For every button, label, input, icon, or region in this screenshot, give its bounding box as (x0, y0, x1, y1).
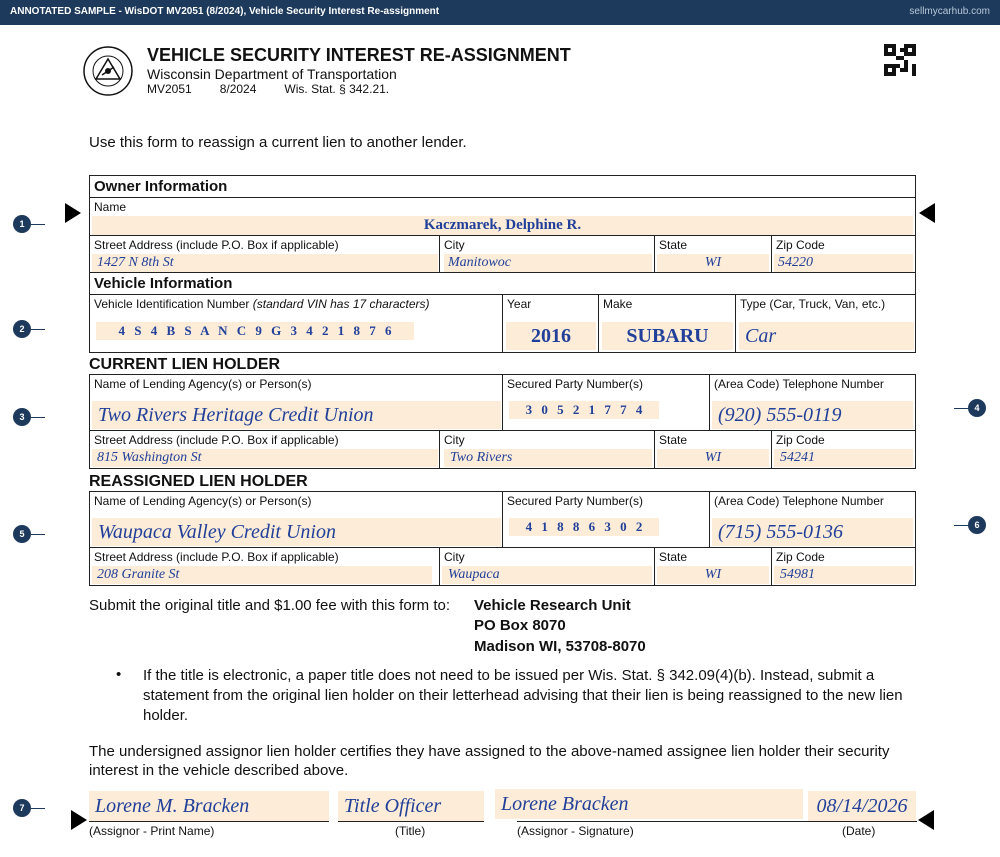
current-city-field[interactable]: Two Rivers (444, 449, 652, 467)
owner-name-label: Name (94, 200, 127, 214)
year-field[interactable]: 2016 (506, 322, 596, 350)
form-agency: Wisconsin Department of Transportation (147, 66, 397, 82)
bullet-dot-icon: • (116, 666, 122, 683)
assignor-signature-label: (Assignor - Signature) (517, 824, 634, 838)
electronic-title-note: If the title is electronic, a paper title does not need to be issued per Wis. Stat. § 342.09(4)(b). Instead, submit a statement from the original lien holder on their letterhead advising that their lien is being reassigned to the new lien holder. (143, 667, 903, 724)
owner-section-title: Owner Information (94, 178, 228, 195)
type-label: Type (Car, Truck, Van, etc.) (740, 297, 886, 311)
current-state-field[interactable]: WI (657, 449, 769, 467)
new-phone-label: (Area Code) Telephone Number (714, 494, 884, 508)
banner-site: sellmycarhub.com (909, 6, 990, 17)
owner-state-field[interactable]: WI (657, 254, 769, 272)
banner-title: ANNOTATED SAMPLE - WisDOT MV2051 (8/2024), Vehicle Security Interest Re-assignment (10, 6, 440, 17)
submit-address-line3: Madison WI, 53708-8070 (474, 638, 646, 655)
type-field[interactable]: Car (739, 322, 914, 350)
owner-vehicle-box (89, 175, 916, 353)
current-spn-label: Secured Party Number(s) (507, 377, 644, 391)
annotation-marker-7: 7 (13, 799, 31, 817)
form-title: VEHICLE SECURITY INTEREST RE-ASSIGNMENT (147, 45, 571, 65)
current-state-label: State (659, 433, 688, 447)
owner-state-label: State (659, 238, 688, 252)
assignor-print-name-field[interactable]: Lorene M. Bracken (89, 791, 329, 821)
current-name-field[interactable]: Two Rivers Heritage Credit Union (92, 401, 501, 429)
owner-name-field[interactable]: Kaczmarek, Delphine R. (92, 216, 913, 235)
new-name-field[interactable]: Waupaca Valley Credit Union (92, 518, 501, 546)
new-street-field[interactable]: 208 Granite St (92, 566, 432, 584)
new-street-label: Street Address (include P.O. Box if applicable) (94, 550, 339, 564)
new-zip-field[interactable]: 54981 (774, 566, 913, 584)
owner-zip-label: Zip Code (776, 238, 825, 252)
form-number: MV2051 (147, 82, 192, 96)
annotation-marker-4: 4 (968, 399, 986, 417)
owner-city-label: City (444, 238, 465, 252)
vin-field[interactable]: 4 S 4 B S A N C 9 G 3 4 2 1 8 7 6 (96, 322, 414, 340)
new-lien-box (89, 491, 916, 586)
current-city-label: City (444, 433, 465, 447)
row-pointer-right-icon (919, 203, 935, 223)
make-field[interactable]: SUBARU (602, 322, 733, 350)
annotation-marker-5: 5 (13, 525, 31, 543)
current-phone-field[interactable]: (920) 555-0119 (712, 401, 913, 429)
owner-street-label: Street Address (include P.O. Box if applicable) (94, 238, 339, 252)
submit-instructions: Submit the original title and $1.00 fee with this form to: (89, 597, 451, 614)
certification-text: The undersigned assignor lien holder certifies they have assigned to the above-named assignee lien holder their security interest in the vehicle described above. (89, 743, 890, 779)
new-city-label: City (444, 550, 465, 564)
year-label: Year (507, 297, 532, 311)
wisdot-seal-icon (82, 45, 134, 97)
annotation-banner (0, 0, 1000, 25)
new-city-field[interactable]: Waupaca (442, 566, 652, 584)
sign-date-field[interactable]: 08/14/2026 (808, 791, 916, 821)
form-statute: Wis. Stat. § 342.21. (284, 82, 390, 96)
new-spn-field[interactable]: 4 1 8 8 6 3 0 2 (509, 518, 659, 536)
owner-street-field[interactable]: 1427 N 8th St (92, 254, 438, 272)
assignor-title-field[interactable]: Title Officer (338, 791, 484, 821)
vin-label: Vehicle Identification Number (standard VIN has 17 characters) (94, 297, 430, 311)
vehicle-section-title: Vehicle Information (94, 275, 233, 292)
current-spn-field[interactable]: 3 0 5 2 1 7 7 4 (509, 401, 659, 419)
annotation-marker-3: 3 (13, 408, 31, 426)
new-state-label: State (659, 550, 688, 564)
current-zip-field[interactable]: 54241 (774, 449, 913, 467)
row-pointer-right-icon (918, 810, 934, 830)
make-label: Make (603, 297, 633, 311)
intro-text: Use this form to reassign a current lien to another lender. (89, 134, 467, 151)
submit-address-line2: PO Box 8070 (474, 617, 566, 634)
new-phone-field[interactable]: (715) 555-0136 (712, 518, 913, 546)
form-date: 8/2024 (219, 82, 257, 96)
submit-address-line1: Vehicle Research Unit (474, 597, 631, 614)
row-pointer-left-icon (71, 810, 87, 830)
new-state-field[interactable]: WI (657, 566, 769, 584)
assignor-print-name-label: (Assignor - Print Name) (89, 824, 215, 838)
current-street-label: Street Address (include P.O. Box if applicable) (94, 433, 339, 447)
current-street-field[interactable]: 815 Washington St (92, 449, 438, 467)
annotation-marker-1: 1 (13, 215, 31, 233)
form-meta (147, 82, 417, 96)
owner-city-field[interactable]: Manitowoc (444, 254, 652, 272)
current-zip-label: Zip Code (776, 433, 825, 447)
current-phone-label: (Area Code) Telephone Number (714, 377, 884, 391)
current-lien-box (89, 374, 916, 469)
annotation-marker-6: 6 (968, 516, 986, 534)
annotation-marker-2: 2 (13, 320, 31, 338)
new-zip-label: Zip Code (776, 550, 825, 564)
assignor-title-label: (Title) (395, 824, 426, 838)
owner-zip-field[interactable]: 54220 (774, 254, 913, 272)
assignor-signature-field[interactable]: Lorene Bracken (495, 789, 803, 819)
new-name-label: Name of Lending Agency(s) or Person(s) (94, 494, 312, 508)
sign-date-label: (Date) (842, 824, 876, 838)
new-lien-title: REASSIGNED LIEN HOLDER (89, 473, 308, 490)
qr-code-icon (884, 44, 916, 76)
new-spn-label: Secured Party Number(s) (507, 494, 644, 508)
current-name-label: Name of Lending Agency(s) or Person(s) (94, 377, 312, 391)
row-pointer-left-icon (65, 203, 81, 223)
current-lien-title: CURRENT LIEN HOLDER (89, 356, 281, 373)
